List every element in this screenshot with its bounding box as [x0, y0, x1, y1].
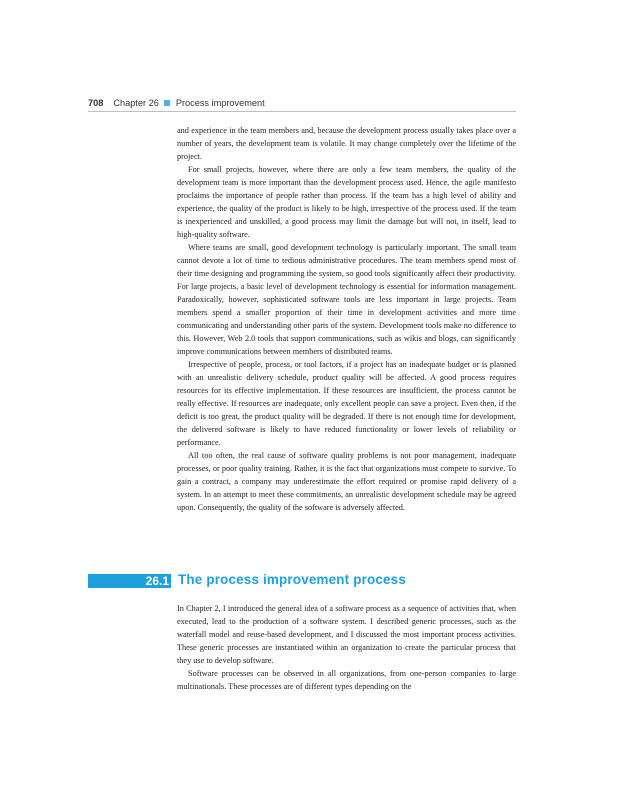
section-label: Process improvement [175, 98, 265, 108]
page-number: 708 [88, 98, 104, 108]
chapter-label: Chapter 26 [113, 98, 159, 108]
paragraph: For small projects, however, where there are only a few team members, the quality of the development team is more important than the development process used. Hence, the agile manifesto proclaims the importance of people rather than process. If the team has a high level of ability and experience, the quality of the product is likely to be high, irrespective of the process used. If the team is inexperienced and unskilled, a good process may limit the damage but will not, in itself, lead to high-quality software. [177, 165, 516, 239]
section-number-badge [88, 574, 171, 588]
paragraph: In Chapter 2, I introduced the general idea of a software process as a sequence of activities that, when executed, lead to the production of a software system. I described generic processes, such as the waterfall model and reuse-based development, and I discussed the most important process activities. These generic processes are instantiated within an organization to create the particular process that they use to develop software. [177, 604, 516, 665]
paragraph: and experience in the team members and, because the development process usually takes place over a number of years, the development team is volatile. It may change completely over the lifetime of the project. [177, 126, 516, 161]
running-header [88, 95, 516, 112]
section-number: 26.1 [145, 574, 169, 588]
body-text-before [177, 124, 516, 514]
paragraph: Where teams are small, good development technology is particularly important. The small team cannot devote a lot of time to tedious administrative procedures. The team members spend most of their time designing and programming the system, so good tools significantly affect their productivity. For large projects, a basic level of development technology is essential for information management. Paradoxically, however, sophisticated software tools are less important in large projects. Team members spend a smaller proportion of their time in development activities and more time communicating and understanding other parts of the system. Development tools make no difference to this. However, Web 2.0 tools that support communications, such as wikis and blogs, can significantly improve communications between members of distributed teams. [177, 243, 516, 356]
paragraph: Software processes can be observed in all organizations, from one-person companies to large multinationals. These processes are of different types depending on the [177, 669, 516, 691]
section-title: The process improvement process [178, 572, 406, 587]
paragraph: Irrespective of people, process, or tool factors, if a project has an inadequate budget or is planned with an unrealistic delivery schedule, product quality will be affected. A good process requires resources for its effective implementation. If these resources are insufficient, the process cannot be really effective. If resources are inadequate, only excellent people can save a project. Even then, if the deficit is too great, the product quality will be degraded. If there is not enough time for development, the delivered software is likely to have reduced functionality or lower levels of reliability or performance. [177, 360, 516, 447]
paragraph: All too often, the real cause of software quality problems is not poor management, inadequate processes, or poor quality training. Rather, it is the fact that organizations must compete to survive. To gain a contract, a company may underestimate the effort required or promise rapid delivery of a system. In an attempt to meet these commitments, an unrealistic development schedule may be agreed upon. Consequently, the quality of the software is adversely affected. [177, 451, 516, 512]
body-text-after [177, 602, 516, 693]
header-square-icon [164, 100, 170, 106]
